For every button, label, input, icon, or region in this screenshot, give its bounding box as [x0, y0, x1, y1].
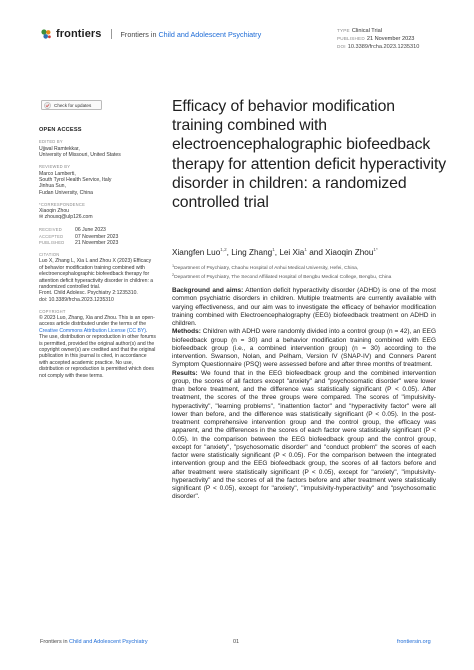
affiliation-text: Department of Psychiatry, Chaohu Hospital of Anhui Medical University, Hefei, China, [174, 266, 359, 271]
header-journal [121, 30, 262, 39]
received-date: 06 June 2023 [75, 226, 106, 233]
frontiers-logo-icon [40, 28, 52, 40]
doi-label: DOI [337, 44, 346, 50]
affiliation-text: Department of Psychiatry, The Second Affiliated Hospital of Bengbu Medical College, Bengbu, China [174, 275, 392, 281]
article-meta [337, 27, 419, 52]
article-title: Efficacy of behavior modification training combined with electroencephalographic biofeedback therapy for attention deficit hyperactivity disorder in children: a randomized controlled trial [172, 98, 447, 212]
type-label: TYPE [337, 28, 350, 33]
author-separator: , [274, 248, 280, 257]
affiliation-number: 1 [172, 264, 175, 268]
brand-name: frontiers [56, 28, 102, 40]
methods-text: Children with ADHD were randomly divided into a control group (n = 42), an EEG biofeedback group (n = 30) and a behavior modification training combined with EEG biofeedback group (i.e., a combined intervention group) (n = 30) according to the intervention. Swanson, Nolan, and Pelham, Version IV (SNAP-IV) and Conners Parent Symptom Questionnaire (PSQ) were assessed before and after three months of treatment. [172, 328, 436, 369]
methods-heading: Methods: [172, 328, 201, 336]
header-divider [111, 29, 112, 39]
author-affiliation-marker: 1,2 [220, 247, 227, 252]
published-label: PUBLISHED [337, 36, 365, 42]
author-affiliation-marker: 1 [272, 247, 275, 252]
author-affiliation-marker: 1* [373, 247, 378, 252]
page-number: 01 [233, 639, 240, 645]
footer-journal-link[interactable]: Child and Adolescent Psychiatry [69, 639, 148, 645]
site-link-text[interactable]: frontiersin.org [397, 639, 431, 645]
author-name[interactable]: Ling Zhang [231, 248, 273, 257]
affiliation-item [172, 263, 472, 272]
footer-journal-prefix: Frontiers in [40, 639, 68, 645]
correspondence-name: Xiaoqin Zhou [39, 208, 70, 215]
check-for-updates-button[interactable] [41, 100, 102, 110]
published-date: 21 November 2023 [75, 240, 119, 247]
journal-header [40, 28, 261, 40]
header-journal-prefix: Frontiers in [120, 29, 157, 39]
abstract-results [172, 370, 436, 502]
results-text: We found that in the EEG biofeedback group and the combined intervention group, the scores of all factors except "anxiety" and "psychosomatic disorder" were lower than before treatment, and the difference was statistically significant (P < 0.05). After treatment, the scores of the three groups were compared. The scores of "impulsivity-hyperactivity", "learning problems", "inattention factor" and "hyperactivity factor" were all lower than before, and the difference was statistically significant (P < 0.05). In the post-treatment comprehensive intervention group and the control group, the efficacy was apparent, and the differences in the scores of each factor were statistically significant (P < 0.05). In the comparison between the EEG biofeedback group and the control group, except for "anxiety", "psychosomatic disorder" and "conduct problem" the scores of each factor were statistically significant (P < 0.05). For the comparison between the integrated intervention group and the EEG biofeedback group, the scores of all factors before and after treatment were statistically significant (P < 0.05), except for "anxiety", "impulsivity-hyperactivity" and the scores of all the factors before and after treatment were statistically significant (P < 0.05), except for "anxiety", "impulsivity-hyperactivity" and "psychosomatic disorder". [172, 369, 436, 501]
author-conjunction: and [306, 248, 326, 257]
correspondence-label: *CORRESPONDENCE [39, 201, 86, 207]
abstract-background [172, 287, 436, 328]
published-label-side: PUBLISHED [39, 240, 65, 246]
published-value: 21 November 2023 [366, 36, 415, 43]
edited-by: Ujjwal Ramtekkar, University of Missouri, United States [39, 145, 121, 159]
check-updates-icon [44, 102, 51, 109]
copyright [39, 315, 156, 379]
open-access-label: OPEN ACCESS [39, 127, 82, 133]
background-heading: Background and aims: [172, 287, 244, 294]
affiliations [172, 263, 472, 282]
author-name[interactable]: Xiangfen Luo [172, 248, 221, 257]
results-heading: Results: [172, 369, 198, 377]
article-dates [39, 227, 156, 247]
type-value: Clinical Trial [351, 28, 382, 34]
citation-label: CITATION [39, 251, 60, 257]
header-journal-link[interactable]: Child and Adolescent Psychiatry [158, 29, 262, 39]
background-text: Attention deficit hyperactivity disorder (ADHD) is one of the most common psychiatric disorders in children. Multiple treatments are currently available with varying effectiveness, and our aim was to investigate the efficacy of behavior modification training combined with Electroencephalography (EEG) biofeedback treatment on ADHD in children. [172, 287, 436, 327]
received-label: RECEIVED [39, 226, 62, 232]
doi-link[interactable]: 10.3389/frcha.2023.1235310 [347, 44, 420, 51]
site-link[interactable] [397, 639, 431, 645]
author-name[interactable]: Xiaoqin Zhou [325, 248, 374, 257]
footer-journal [40, 639, 148, 645]
copyright-text-post: . The use, distribution or reproduction in other forums is permitted, provided the original author(s) and the copyright owner(s) are credited and that the original publication in this journal is cited, in accordance with accepted academic practice. No use, distribution or reproduction is permitted which does not comply with these terms. [39, 327, 156, 379]
accepted-label: ACCEPTED [39, 233, 64, 239]
abstract-methods [172, 328, 436, 369]
author-list [172, 247, 378, 257]
article-sidebar [39, 127, 156, 379]
affiliation-number: 2 [172, 273, 175, 278]
correspondence-email[interactable]: ✉ zhouxq@ulp126.com [39, 214, 93, 221]
reviewed-by-label: REVIEWED BY [39, 164, 71, 170]
citation: Luo X, Zhang L, Xia L and Zhou X (2023) Efficacy of behavior modification training combined with electroencephalographic biofeedback therapy for attention deficit hyperactivity disorder in children: a randomized controlled trial. Front. Child Adolesc. Psychiatry 2:1235310. doi: 10.3389/frcha.2023.1235310 [39, 258, 154, 303]
reviewed-by: Marco Lamberti, South Tyrol Health Service, Italy Jinhua Sun, Fudan University, China [39, 170, 112, 196]
copyright-text-pre: © 2023 Luo, Zhang, Xia and Zhou. This is an open-access article distributed under the terms of the [39, 315, 155, 328]
author-separator: , [226, 248, 232, 257]
abstract [172, 287, 436, 502]
edited-by-label: EDITED BY [39, 139, 63, 145]
copyright-label: COPYRIGHT [39, 308, 66, 314]
affiliation-item [172, 272, 472, 281]
author-name[interactable]: Lei Xia [279, 248, 305, 257]
author-affiliation-marker: 1 [304, 247, 307, 252]
check-updates-label: Check for updates [54, 102, 92, 108]
accepted-date: 07 November 2023 [75, 233, 119, 240]
cc-license-link[interactable]: Creative Commons Attribution License (CC BY) [39, 327, 147, 334]
